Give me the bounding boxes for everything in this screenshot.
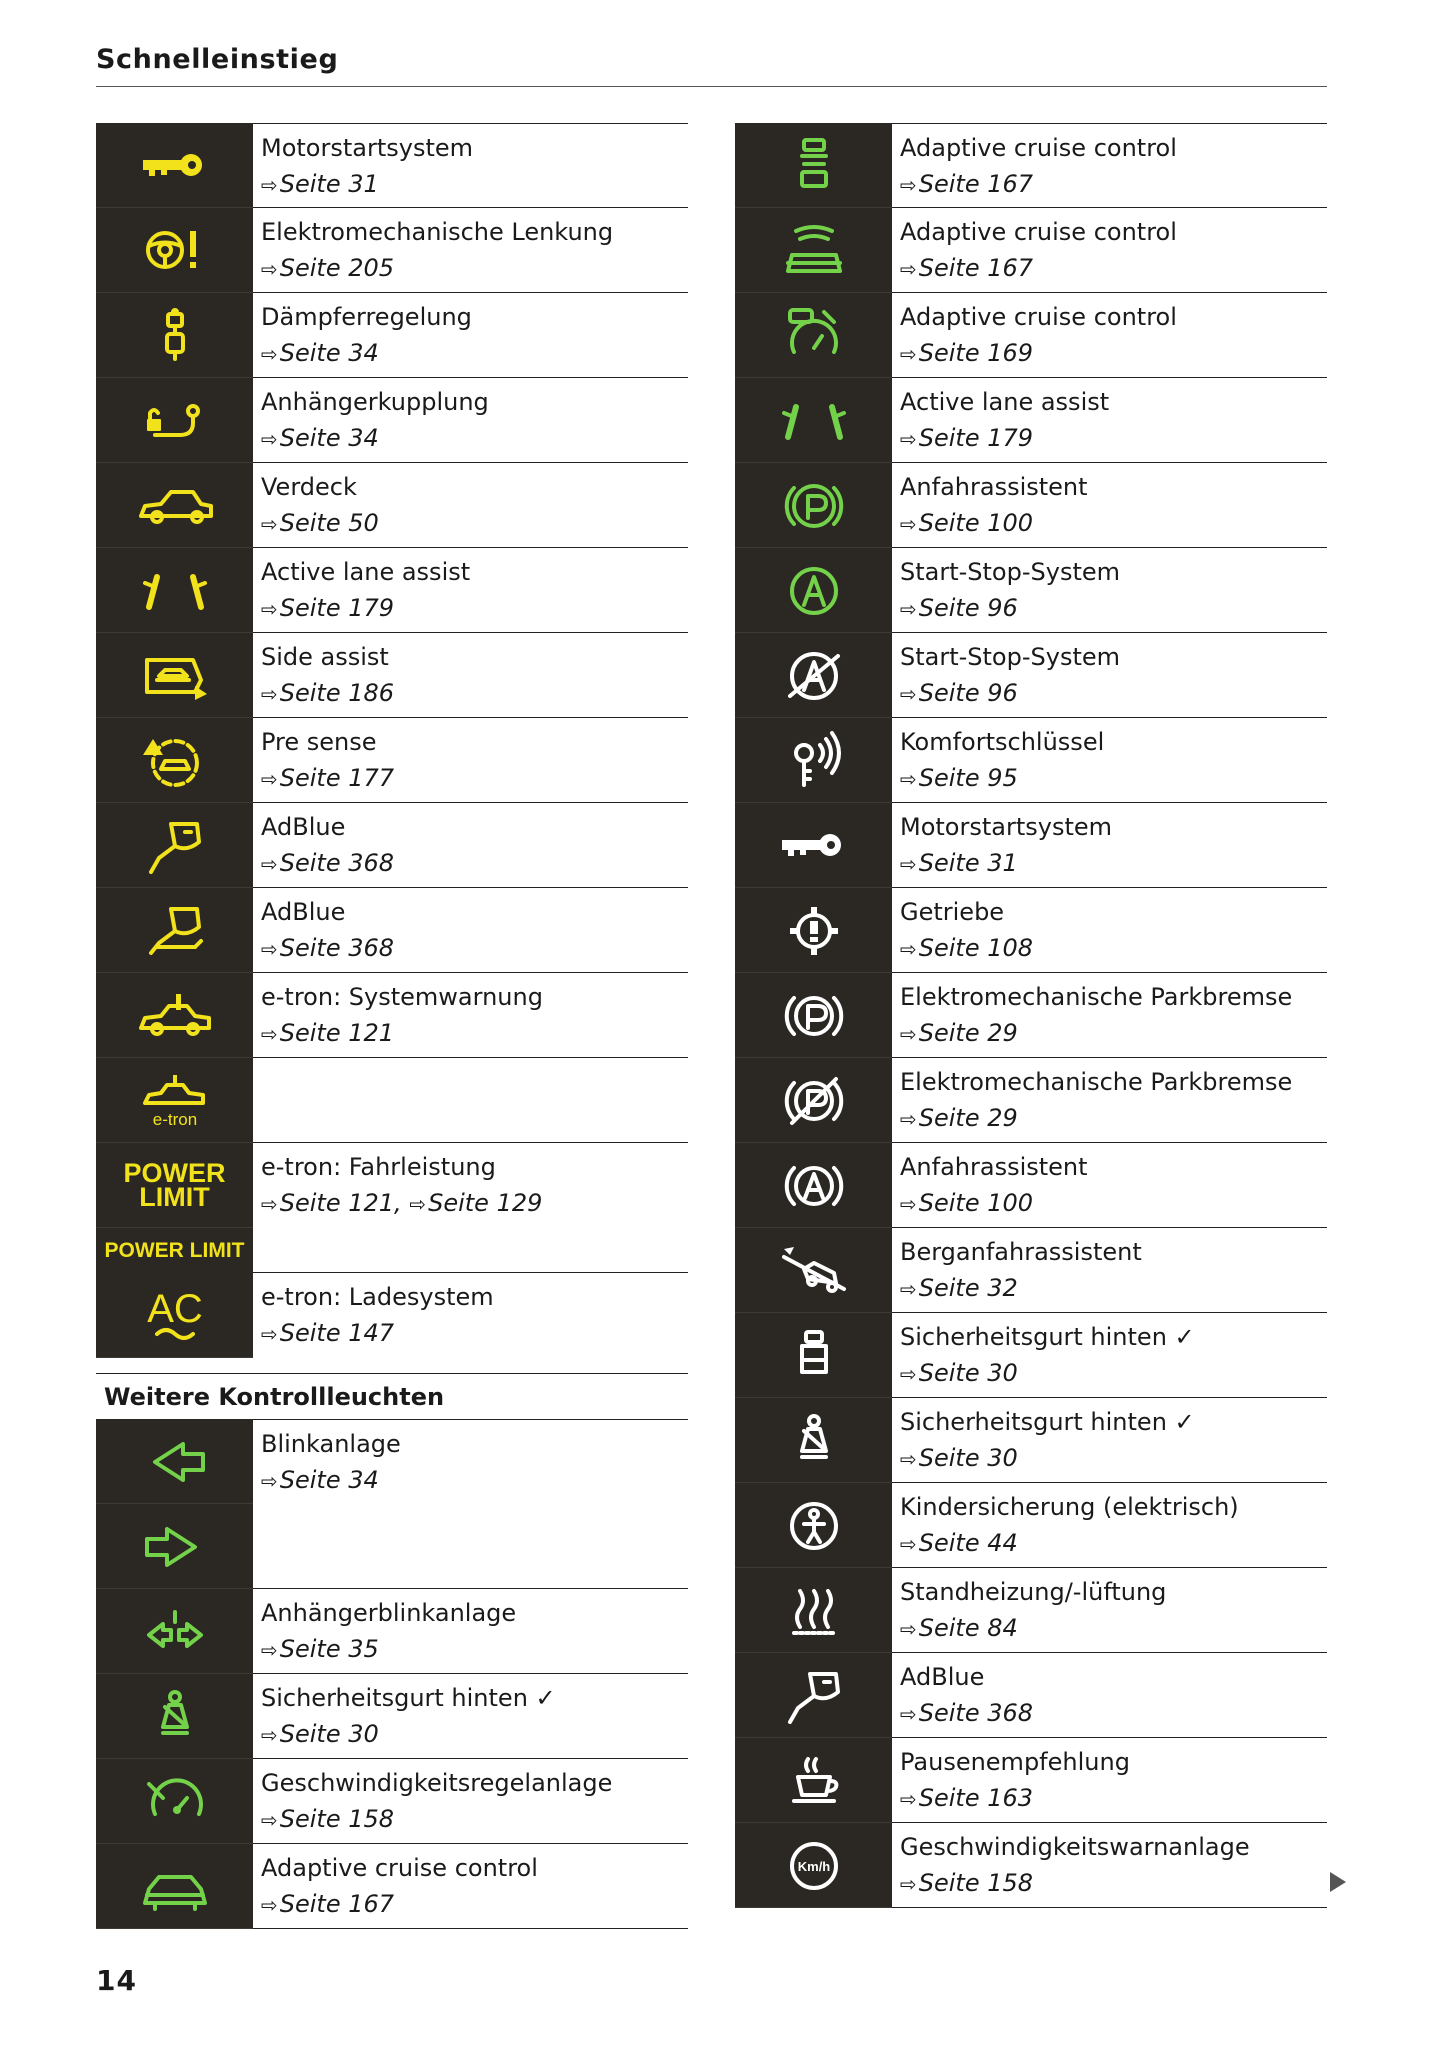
hill-hold-icon-cell — [735, 1228, 892, 1313]
page-reference[interactable]: ⇨Seite 179 — [261, 594, 395, 622]
page-reference[interactable]: ⇨Seite 167 — [900, 254, 1034, 282]
lane-assist-icon-cell — [96, 548, 253, 633]
key-icon-cell — [96, 123, 253, 208]
indicator-row — [735, 1483, 1327, 1568]
indicator-label: Anhängerblinkanlage — [261, 1599, 517, 1627]
auto-hold-icon-cell — [735, 1143, 892, 1228]
page-reference[interactable]: ⇨Seite 29 — [900, 1104, 1018, 1132]
section-heading: Weitere Kontrollleuchten — [96, 1373, 688, 1419]
indicator-label: Motorstartsystem — [900, 813, 1113, 841]
indicator-row — [96, 803, 688, 888]
indicator-text — [253, 463, 688, 548]
indicator-text — [892, 1143, 1327, 1228]
indicator-text — [892, 1823, 1327, 1908]
hill-hold-icon — [774, 1239, 854, 1301]
indicator-text — [892, 718, 1327, 803]
reference-arrow-icon: ⇨ — [900, 1872, 917, 1896]
lane-assist-icon — [774, 389, 854, 451]
reference-arrow-icon: ⇨ — [261, 342, 278, 366]
page-reference[interactable]: ⇨Seite 121, — [261, 1189, 402, 1217]
indicator-text — [892, 1398, 1327, 1483]
indicator-row — [735, 208, 1327, 293]
indicator-label: Sicherheitsgurt hinten ✓ — [900, 1408, 1195, 1436]
page-reference[interactable]: ⇨Seite 186 — [261, 679, 395, 707]
indicator-row — [96, 633, 688, 718]
reference-arrow-icon: ⇨ — [409, 1192, 427, 1216]
parking-brake-icon — [774, 984, 854, 1046]
page-reference[interactable]: ⇨Seite 96 — [900, 594, 1018, 622]
gear-warning-icon — [774, 899, 854, 961]
indicator-label: Start-Stop-System — [900, 558, 1121, 586]
steering-warning-icon — [135, 219, 215, 281]
reference-arrow-icon: ⇨ — [261, 852, 278, 876]
indicator-text-empty — [253, 1058, 688, 1143]
indicator-text — [253, 633, 688, 718]
indicator-text — [253, 1589, 688, 1674]
indicator-row — [96, 463, 688, 548]
reference-arrow-icon: ⇨ — [261, 1322, 278, 1346]
seatbelt-icon — [135, 1685, 215, 1747]
steering-warning-icon-cell — [96, 208, 253, 293]
page-reference[interactable]: ⇨Seite 179 — [900, 424, 1034, 452]
page-reference[interactable]: ⇨Seite 205 — [261, 254, 395, 282]
reference-arrow-icon: ⇨ — [900, 937, 917, 961]
acc-car-radar-icon-cell — [735, 208, 892, 293]
acc-car-radar-icon — [774, 219, 854, 281]
indicator-label: e-tron: Ladesystem — [261, 1283, 494, 1311]
indicator-label: Active lane assist — [900, 388, 1110, 416]
indicator-label: AdBlue — [261, 898, 346, 926]
indicator-label: Elektromechanische Parkbremse — [900, 983, 1293, 1011]
indicator-label: AdBlue — [900, 1663, 985, 1691]
adblue-service-icon — [135, 899, 215, 961]
lane-assist-icon-cell — [735, 378, 892, 463]
reference-arrow-icon: ⇨ — [261, 682, 278, 706]
page-reference[interactable]: ⇨Seite 30 — [900, 1359, 1018, 1387]
reference-arrow-icon: ⇨ — [900, 1362, 917, 1386]
reference-arrow-icon: ⇨ — [261, 767, 278, 791]
acc-car-icon — [135, 1855, 215, 1917]
left-column — [96, 123, 688, 1929]
heater-icon-cell — [735, 1568, 892, 1653]
page-reference[interactable]: ⇨Seite 34 — [261, 1466, 379, 1494]
indicator-row — [735, 973, 1327, 1058]
turn-left-icon — [135, 1430, 215, 1492]
indicator-row — [735, 123, 1327, 208]
page-reference[interactable]: ⇨Seite 368 — [261, 849, 395, 877]
indicator-label: Adaptive cruise control — [900, 134, 1177, 162]
indicator-label: Motorstartsystem — [261, 134, 474, 162]
reference-arrow-icon: ⇨ — [261, 257, 278, 281]
etron-warning-icon — [135, 1069, 215, 1131]
start-stop-icon — [774, 559, 854, 621]
kmh-text: Km/h — [797, 1859, 830, 1874]
adblue-icon-cell — [96, 803, 253, 888]
side-assist-icon-cell — [96, 633, 253, 718]
indicator-label: Start-Stop-System — [900, 643, 1121, 671]
indicator-text — [892, 1738, 1327, 1823]
indicator-row — [735, 293, 1327, 378]
reference-arrow-icon: ⇨ — [900, 257, 917, 281]
key-icon — [135, 134, 215, 196]
indicator-row — [735, 718, 1327, 803]
indicator-label: Pausenempfehlung — [900, 1748, 1130, 1776]
page-reference[interactable]: ⇨Seite 158 — [261, 1805, 395, 1833]
indicator-row — [735, 378, 1327, 463]
indicator-label: Geschwindigkeitsregelanlage — [261, 1769, 613, 1797]
trailer-hitch-icon-cell — [96, 378, 253, 463]
indicator-row — [96, 1844, 688, 1929]
hold-p-icon-cell — [735, 463, 892, 548]
page-reference[interactable]: ⇨Seite 167 — [261, 1890, 395, 1918]
indicator-label: Adaptive cruise control — [261, 1854, 538, 1882]
reference-arrow-icon: ⇨ — [261, 1723, 278, 1747]
page-reference[interactable]: ⇨Seite 29 — [900, 1019, 1018, 1047]
indicator-row — [96, 1674, 688, 1759]
indicator-label: Sicherheitsgurt hinten ✓ — [261, 1684, 556, 1712]
page-reference[interactable]: ⇨Seite 35 — [261, 1635, 379, 1663]
adblue-icon-cell — [735, 1653, 892, 1738]
reference-arrow-icon: ⇨ — [900, 767, 917, 791]
indicator-text — [892, 1568, 1327, 1653]
gear-warning-icon-cell — [735, 888, 892, 973]
start-stop-off-icon — [774, 644, 854, 706]
hold-p-icon — [774, 474, 854, 536]
indicator-row — [96, 208, 688, 293]
convertible-top-icon-cell — [96, 463, 253, 548]
reference-arrow-icon: ⇨ — [261, 597, 278, 621]
page-reference[interactable]: ⇨Seite 177 — [261, 764, 395, 792]
indicator-label: Komfortschlüssel — [900, 728, 1105, 756]
right-column — [735, 123, 1327, 1908]
reference-arrow-icon: ⇨ — [261, 1808, 278, 1832]
reference-arrow-icon: ⇨ — [900, 1107, 917, 1131]
auto-hold-icon — [774, 1154, 854, 1216]
indicator-text — [253, 208, 688, 293]
indicator-row-turn — [96, 1419, 688, 1589]
etron-warning-icon-cell — [96, 1058, 253, 1143]
turn-right-icon — [135, 1515, 215, 1577]
reference-arrow-icon: ⇨ — [900, 173, 917, 197]
indicator-row — [735, 633, 1327, 718]
indicator-row — [96, 293, 688, 378]
indicator-text — [253, 1273, 688, 1358]
ac-charging-icon — [135, 1284, 215, 1346]
indicator-text — [892, 1483, 1327, 1568]
seatbelt-icon-cell — [96, 1674, 253, 1759]
indicator-row — [735, 1568, 1327, 1653]
page-reference[interactable]: ⇨Seite 50 — [261, 509, 379, 537]
indicator-label: Adaptive cruise control — [900, 303, 1177, 331]
acc-distance-icon-cell — [735, 123, 892, 208]
trailer-turn-icon — [135, 1600, 215, 1662]
page-reference[interactable]: ⇨Seite 100 — [900, 509, 1034, 537]
comfort-key-icon-cell — [735, 718, 892, 803]
indicator-row — [96, 888, 688, 973]
page-reference[interactable]: ⇨Seite 129 — [409, 1189, 543, 1217]
page-reference[interactable]: ⇨Seite 34 — [261, 424, 379, 452]
damper-icon-cell — [96, 293, 253, 378]
indicator-label: Standheizung/-lüftung — [900, 1578, 1167, 1606]
seatbelt-icon — [774, 1409, 854, 1471]
parking-brake-icon-cell — [735, 973, 892, 1058]
indicator-text — [253, 548, 688, 633]
page-reference[interactable]: ⇨Seite 108 — [900, 934, 1034, 962]
indicator-text — [892, 1313, 1327, 1398]
adblue-icon — [135, 814, 215, 876]
indicator-row-power — [96, 1143, 688, 1273]
indicator-label: Verdeck — [261, 473, 357, 501]
reference-arrow-icon: ⇨ — [900, 1787, 917, 1811]
indicator-row — [96, 1759, 688, 1844]
page-reference[interactable]: ⇨Seite 31 — [261, 170, 379, 198]
indicator-label: Pre sense — [261, 728, 377, 756]
indicator-row — [735, 1738, 1327, 1823]
indicator-label: Dämpferregelung — [261, 303, 472, 331]
indicator-row — [735, 463, 1327, 548]
indicator-label: Elektromechanische Lenkung — [261, 218, 614, 246]
ac-charging-icon-cell — [96, 1273, 253, 1358]
indicator-row — [96, 973, 688, 1058]
indicator-row — [735, 1228, 1327, 1313]
convertible-top-icon — [135, 474, 215, 536]
page-reference[interactable]: ⇨Seite 30 — [261, 1720, 379, 1748]
continue-arrow-icon — [1330, 1872, 1346, 1892]
acc-speedo-icon — [774, 304, 854, 366]
reference-arrow-icon: ⇨ — [900, 1277, 917, 1301]
indicator-text — [253, 123, 688, 208]
reference-arrow-icon: ⇨ — [261, 1192, 278, 1216]
damper-icon — [135, 304, 215, 366]
indicator-row — [96, 548, 688, 633]
car-warning-icon-cell — [96, 973, 253, 1058]
start-stop-icon-cell — [735, 548, 892, 633]
indicator-text — [892, 633, 1327, 718]
comfort-key-icon — [774, 729, 854, 791]
page-reference[interactable]: ⇨Seite 368 — [900, 1699, 1034, 1727]
indicator-row — [735, 803, 1327, 888]
indicator-row — [735, 1313, 1327, 1398]
page-reference[interactable]: ⇨Seite 147 — [261, 1319, 395, 1347]
page-reference[interactable]: ⇨Seite 169 — [900, 339, 1034, 367]
page-reference[interactable]: ⇨Seite 31 — [900, 849, 1018, 877]
child-lock-icon — [774, 1494, 854, 1556]
reference-arrow-icon: ⇨ — [900, 1022, 917, 1046]
reference-arrow-icon: ⇨ — [900, 342, 917, 366]
indicator-label: AdBlue — [261, 813, 346, 841]
indicator-row — [96, 378, 688, 463]
acc-distance-icon — [774, 134, 854, 196]
indicator-text — [892, 1228, 1327, 1313]
heater-icon — [774, 1579, 854, 1641]
adblue-icon — [774, 1664, 854, 1726]
coffee-icon — [774, 1749, 854, 1811]
car-warning-icon — [135, 984, 215, 1046]
speed-warning-icon-cell — [735, 1823, 892, 1908]
cruise-icon — [135, 1770, 215, 1832]
reference-arrow-icon: ⇨ — [261, 937, 278, 961]
reference-arrow-icon: ⇨ — [900, 1447, 917, 1471]
indicator-row — [735, 888, 1327, 973]
page-reference[interactable]: ⇨Seite 34 — [261, 339, 379, 367]
indicator-label: e-tron: Fahrleistung — [261, 1153, 496, 1181]
indicator-label: Getriebe — [900, 898, 1005, 926]
reference-arrow-icon: ⇨ — [900, 1192, 917, 1216]
svg-text:AC: AC — [146, 1287, 203, 1331]
indicator-row — [96, 1589, 688, 1674]
indicator-label: Anfahrassistent — [900, 1153, 1088, 1181]
indicator-row — [96, 123, 688, 208]
page-reference[interactable]: ⇨Seite 32 — [900, 1274, 1018, 1302]
indicator-text — [892, 803, 1327, 888]
page-reference[interactable]: ⇨Seite 44 — [900, 1529, 1018, 1557]
page-reference[interactable]: ⇨Seite 167 — [900, 170, 1034, 198]
indicator-row — [96, 718, 688, 803]
reference-arrow-icon: ⇨ — [900, 1617, 917, 1641]
reference-arrow-icon: ⇨ — [261, 1638, 278, 1662]
key-icon — [774, 814, 854, 876]
indicator-text — [253, 1674, 688, 1759]
indicator-label: Sicherheitsgurt hinten ✓ — [900, 1323, 1195, 1351]
acc-speedo-icon-cell — [735, 293, 892, 378]
coffee-icon-cell — [735, 1738, 892, 1823]
indicator-text — [892, 548, 1327, 633]
indicator-label: e-tron: Systemwarnung — [261, 983, 543, 1011]
adblue-service-icon-cell — [96, 888, 253, 973]
seat-icon-cell — [735, 1313, 892, 1398]
indicator-label: Blinkanlage — [261, 1430, 401, 1458]
indicator-text — [253, 1759, 688, 1844]
reference-arrow-icon: ⇨ — [900, 852, 917, 876]
indicator-label: Kindersicherung (elektrisch) — [900, 1493, 1239, 1521]
page-reference[interactable]: ⇨Seite 30 — [900, 1444, 1018, 1472]
trailer-hitch-icon — [135, 389, 215, 451]
indicator-row — [96, 1273, 688, 1358]
indicator-row — [735, 548, 1327, 633]
reference-arrow-icon: ⇨ — [261, 1022, 278, 1046]
indicator-text — [253, 293, 688, 378]
reference-arrow-icon: ⇨ — [900, 1532, 917, 1556]
page-section-title: Schnelleinstieg — [96, 44, 339, 75]
indicator-text — [892, 123, 1327, 208]
turn-left-icon-cell — [96, 1419, 253, 1504]
page-number: 14 — [96, 1964, 137, 1997]
indicator-label: Anfahrassistent — [900, 473, 1088, 501]
reference-arrow-icon: ⇨ — [900, 682, 917, 706]
page-reference[interactable]: ⇨Seite 368 — [261, 934, 395, 962]
start-stop-off-icon-cell — [735, 633, 892, 718]
indicator-row — [735, 1058, 1327, 1143]
acc-car-icon-cell — [96, 1844, 253, 1929]
indicator-text — [253, 1844, 688, 1929]
reference-arrow-icon: ⇨ — [900, 1702, 917, 1726]
reference-arrow-icon: ⇨ — [900, 597, 917, 621]
page-reference[interactable]: ⇨Seite 100 — [900, 1189, 1034, 1217]
reference-arrow-icon: ⇨ — [261, 1893, 278, 1917]
pre-sense-icon — [135, 729, 215, 791]
reference-arrow-icon: ⇨ — [261, 1469, 278, 1493]
indicator-text — [892, 1653, 1327, 1738]
indicator-label: Berganfahrassistent — [900, 1238, 1142, 1266]
indicator-label: Anhängerkupplung — [261, 388, 489, 416]
indicator-row — [735, 1653, 1327, 1738]
indicator-text — [253, 973, 688, 1058]
trailer-turn-icon-cell — [96, 1589, 253, 1674]
parking-brake-off-icon — [774, 1069, 854, 1131]
indicator-text — [892, 208, 1327, 293]
pre-sense-icon-cell — [96, 718, 253, 803]
reference-arrow-icon: ⇨ — [261, 512, 278, 536]
indicator-label: Active lane assist — [261, 558, 471, 586]
etron-label: e-tron — [152, 1110, 197, 1129]
indicator-text — [253, 378, 688, 463]
indicator-text — [253, 1143, 688, 1273]
turn-right-icon-cell — [96, 1504, 253, 1589]
indicator-text — [253, 718, 688, 803]
indicator-text — [253, 888, 688, 973]
indicator-row — [735, 1823, 1327, 1908]
parking-brake-off-icon-cell — [735, 1058, 892, 1143]
indicator-label: Side assist — [261, 643, 389, 671]
indicator-text — [892, 378, 1327, 463]
indicator-text — [892, 463, 1327, 548]
indicator-text — [892, 1058, 1327, 1143]
indicator-label: Geschwindigkeitswarnanlage — [900, 1833, 1250, 1861]
indicator-label: Elektromechanische Parkbremse — [900, 1068, 1293, 1096]
page-reference[interactable]: ⇨Seite 96 — [900, 679, 1018, 707]
cruise-icon-cell — [96, 1759, 253, 1844]
reference-arrow-icon: ⇨ — [900, 512, 917, 536]
indicator-text — [253, 1419, 688, 1589]
indicator-row — [735, 1398, 1327, 1483]
reference-arrow-icon: ⇨ — [261, 427, 278, 451]
page-reference[interactable]: ⇨Seite 121 — [261, 1019, 395, 1047]
key-icon-cell — [735, 803, 892, 888]
header-rule — [96, 86, 1327, 87]
page-reference[interactable]: ⇨Seite 84 — [900, 1614, 1018, 1642]
indicator-text — [892, 973, 1327, 1058]
indicator-label: Adaptive cruise control — [900, 218, 1177, 246]
reference-arrow-icon: ⇨ — [261, 173, 278, 197]
indicator-row — [96, 1058, 688, 1143]
reference-arrow-icon: ⇨ — [900, 427, 917, 451]
speed-warning-icon — [774, 1834, 854, 1896]
power-limit-icon: POWER LIMIT — [96, 1143, 253, 1228]
page-reference[interactable]: ⇨Seite 163 — [900, 1784, 1034, 1812]
seatbelt-icon-cell — [735, 1398, 892, 1483]
indicator-text — [892, 293, 1327, 378]
page-reference[interactable]: ⇨Seite 158 — [900, 1869, 1034, 1897]
child-lock-icon-cell — [735, 1483, 892, 1568]
indicator-text — [892, 888, 1327, 973]
side-assist-icon — [135, 644, 215, 706]
indicator-text — [253, 803, 688, 888]
indicator-row — [735, 1143, 1327, 1228]
seat-icon — [774, 1324, 854, 1386]
lane-assist-icon — [135, 559, 215, 621]
power-limit-small-icon: POWER LIMIT — [96, 1228, 253, 1273]
page-reference[interactable]: ⇨Seite 95 — [900, 764, 1018, 792]
